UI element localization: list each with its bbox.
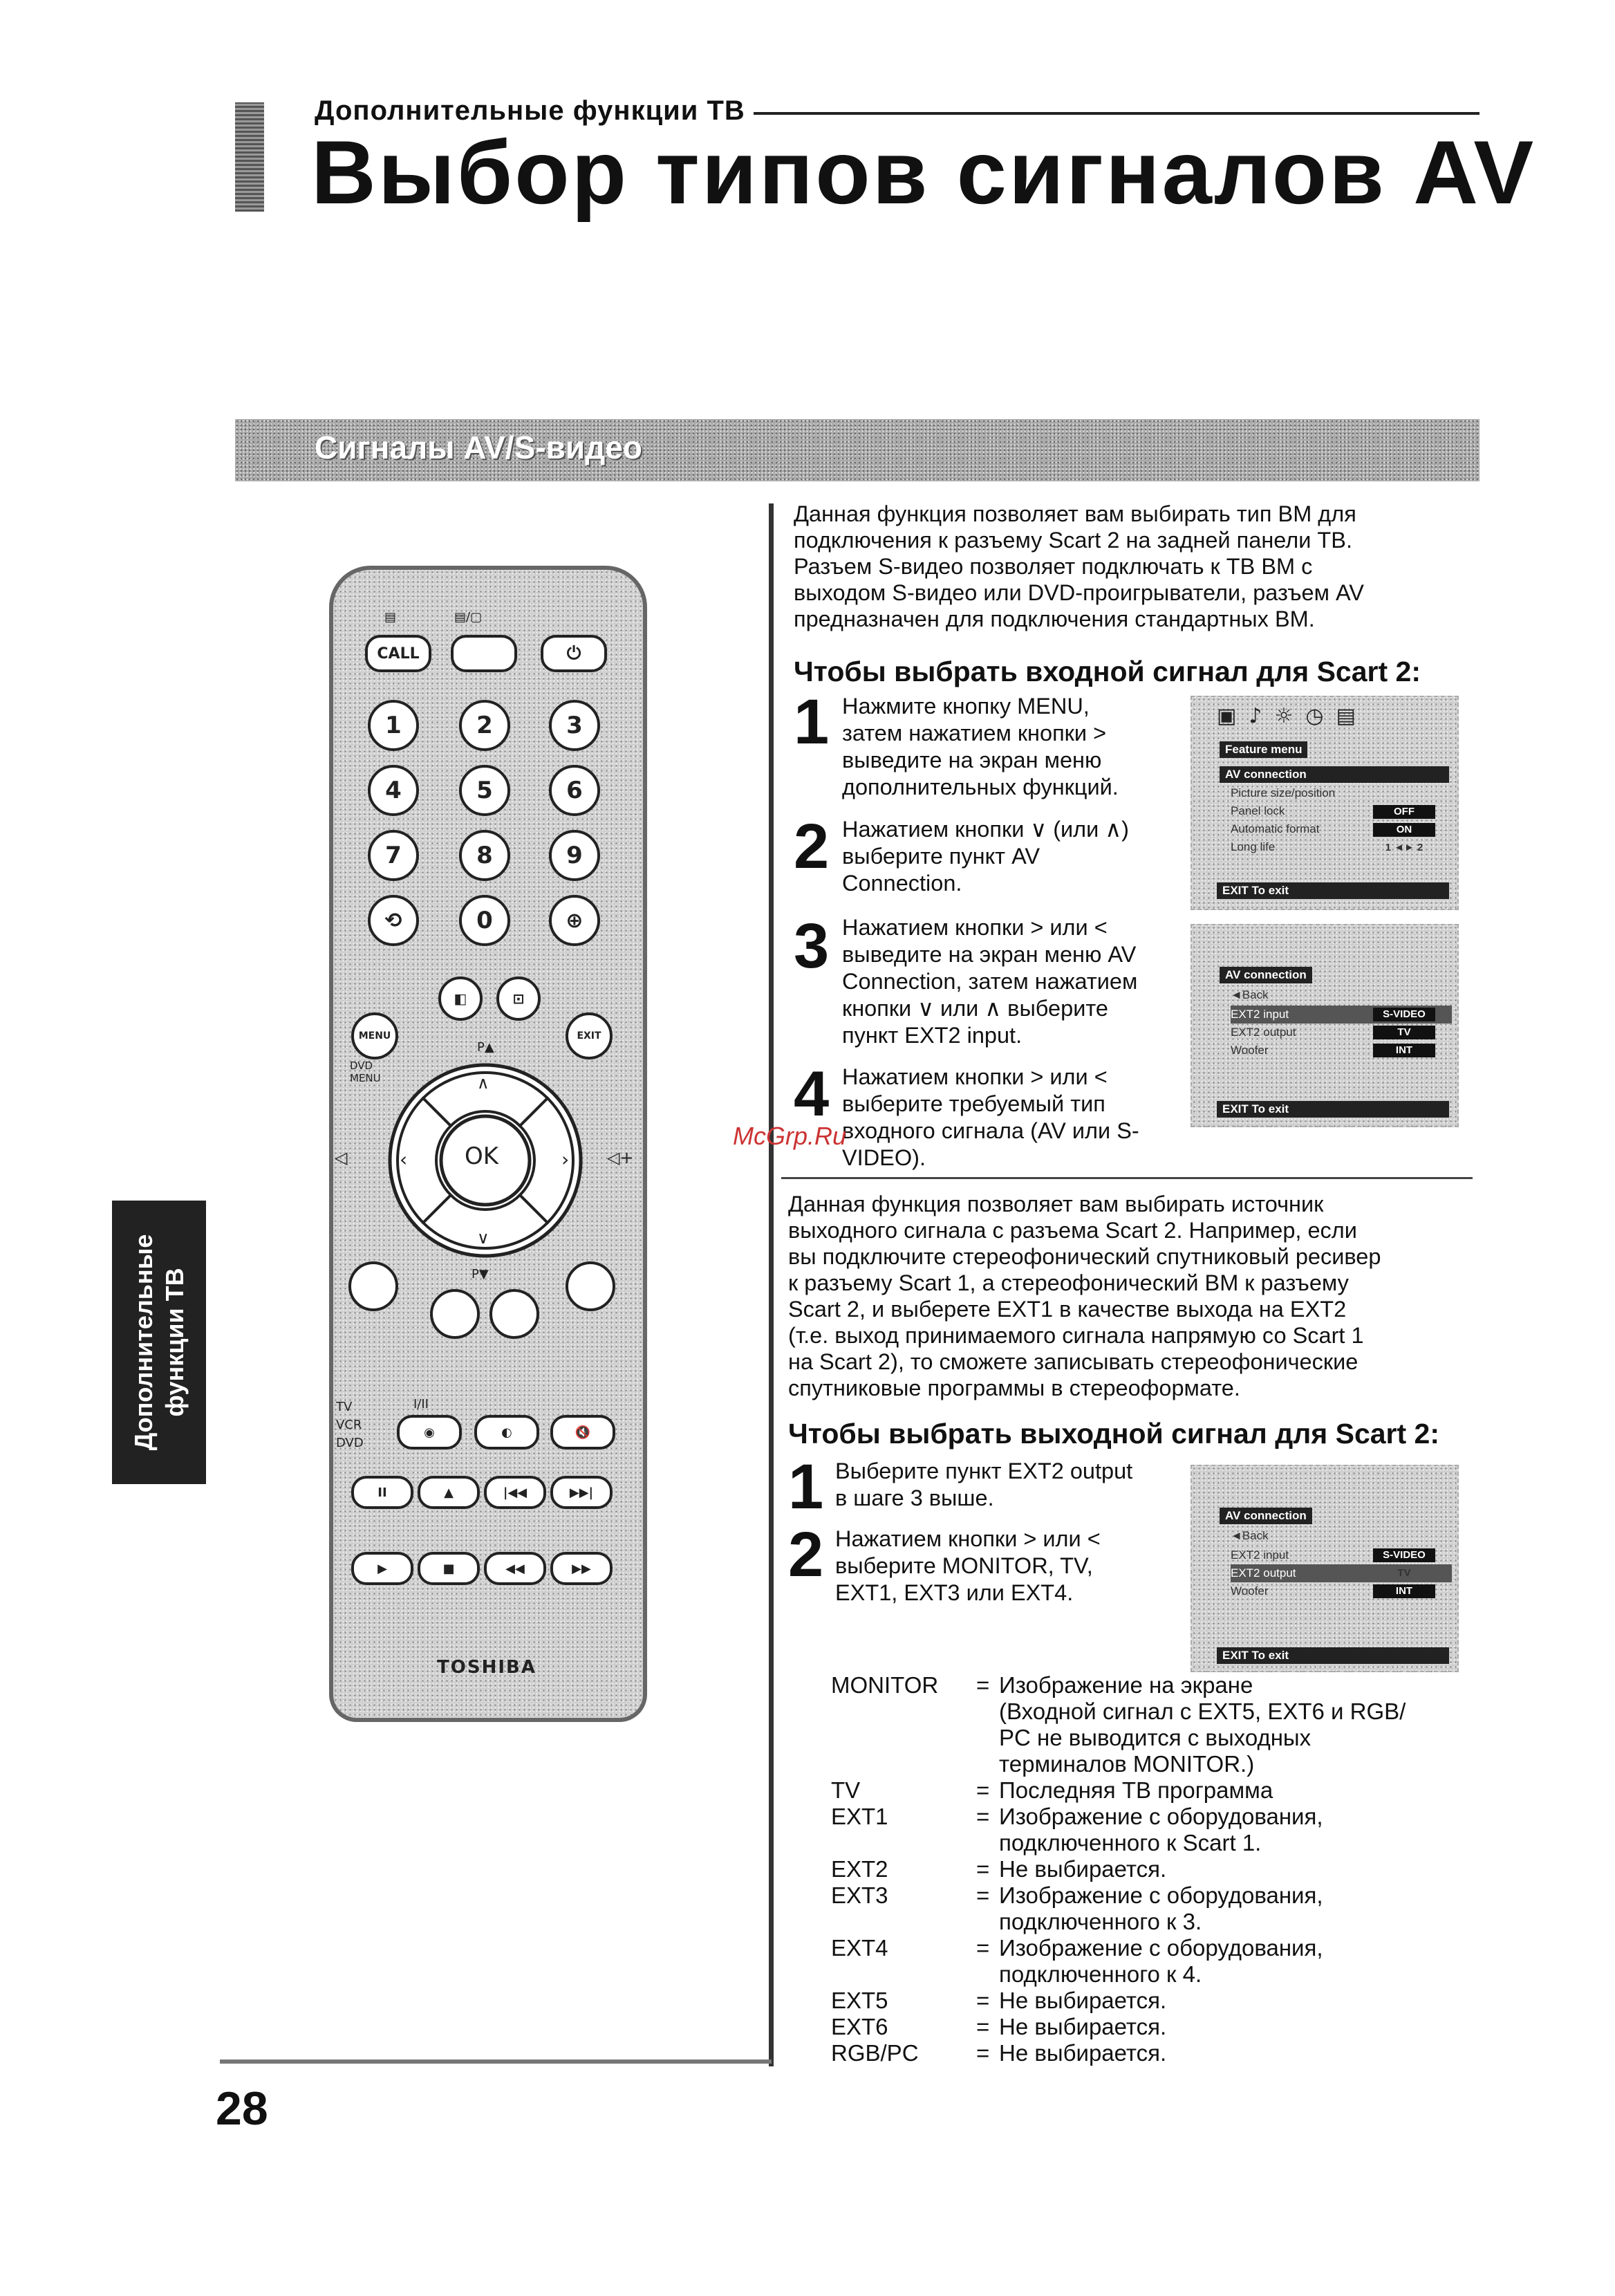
intro-paragraph: Данная функция позволяет вам выбирать тип ВМ для подключения к разъему Scart 2 на задней панели ТВ. Разъем S-видео позволяет подключать к ТВ ВМ с выходом S-видео или DVD-проигрыватели, разъем AV предназначен для подключения стандартных ВМ. bbox=[794, 501, 1364, 631]
osd-back: ◄Back bbox=[1231, 1529, 1269, 1542]
teletext-button bbox=[451, 635, 517, 672]
teletext-mix-icon: ▤/▢ bbox=[454, 610, 483, 624]
osd-feature-menu bbox=[1191, 696, 1459, 910]
step-text: Нажмите кнопку MENU, затем нажатием кнопки > выведите на экран меню дополнительных функций. bbox=[842, 694, 1119, 799]
definition-text: Изображение с оборудования, подключенного к 4. bbox=[999, 1935, 1323, 1987]
digit-2-button: 2 bbox=[459, 700, 510, 751]
exit-button: EXIT bbox=[566, 1012, 613, 1059]
menu-button: MENU bbox=[351, 1012, 398, 1059]
dvd-menu-label: DVD MENU bbox=[350, 1059, 381, 1084]
digit-9-button: 9 bbox=[549, 830, 600, 881]
chapter-label: Дополнительные функции ТВ bbox=[315, 95, 745, 126]
play-icon: ▶ bbox=[351, 1552, 413, 1585]
sound-mode-button: ◉ bbox=[397, 1415, 462, 1450]
pause-icon: II bbox=[351, 1476, 413, 1509]
definition-text: Не выбирается. bbox=[999, 1988, 1167, 2013]
ok-button: OK bbox=[465, 1142, 499, 1170]
column-divider bbox=[769, 503, 774, 2066]
left-arrow-icon: ‹ bbox=[400, 1148, 408, 1171]
digit-1-button: 1 bbox=[368, 700, 419, 751]
osd-value: ON bbox=[1373, 823, 1435, 837]
side-tab-label: Дополнительные функции ТВ bbox=[129, 1234, 189, 1451]
definition-eq: = bbox=[976, 1856, 990, 1882]
definition-term: EXT4 bbox=[831, 1935, 888, 1961]
picture-size-icon: ◧ bbox=[438, 976, 483, 1021]
osd-value: OFF bbox=[1373, 805, 1435, 819]
digit-0-button: 0 bbox=[459, 895, 510, 946]
digit-4-button: 4 bbox=[368, 765, 419, 816]
teletext-icon: ▤ bbox=[384, 610, 397, 624]
skip-forward-icon: ▶▶| bbox=[550, 1476, 613, 1509]
mode-tv-label: TV bbox=[336, 1400, 353, 1414]
step-text: Нажатием кнопки > или < выберите MONITOR, TV, EXT1, EXT3 или EXT4. bbox=[835, 1526, 1101, 1605]
digit-3-button: 3 bbox=[549, 700, 600, 751]
output-paragraph: Данная функция позволяет вам выбирать источник выходного сигнала с разъема Scart 2. Например, если вы подключите стереофонический спутниковый ресивер к разъему Scart 1, а стереофонический ВМ к разъему Scart 2, и выберете EXT1 в качестве выхода на EXT2 (т.е. выход принимаемого сигнала напрямую со Scart 1 на Scart 2), то сможете записывать стереофонические спутниковые программы в стереоформате. bbox=[788, 1192, 1381, 1400]
definition-text: Изображение с оборудования, подключенного к 3. bbox=[999, 1882, 1323, 1934]
digit-8-button: 8 bbox=[459, 830, 510, 881]
osd-value: TV bbox=[1373, 1026, 1435, 1039]
step-number: 2 bbox=[788, 1519, 824, 1590]
input-select-icon: ⊕ bbox=[549, 895, 600, 946]
osd-av-connection bbox=[1191, 924, 1459, 1127]
osd-footer: EXIT To exit bbox=[1217, 1647, 1449, 1664]
osd-rows: EXT2 input EXT2 output Woofer bbox=[1231, 1006, 1452, 1059]
definition-eq: = bbox=[976, 1777, 990, 1803]
definition-text: Не выбирается. bbox=[999, 2014, 1167, 2039]
mode-dvd-label: DVD bbox=[336, 1436, 364, 1450]
eject-icon: ▲ bbox=[418, 1476, 480, 1509]
watermark: McGrp.Ru bbox=[733, 1122, 847, 1150]
step-text: Нажатием кнопки > или < выберите требуемый тип входного сигнала (AV или S- VIDEO). bbox=[842, 1064, 1139, 1170]
header-side-mark bbox=[235, 102, 264, 212]
power-button: ⏻ bbox=[541, 635, 607, 672]
step-number: 1 bbox=[794, 687, 830, 757]
definition-text: Изображение на экране (Входной сигнал с EXT5, EXT6 и RGB/ PC не выводится с выходных терминалов MONITOR.) bbox=[999, 1672, 1406, 1777]
digit-6-button: 6 bbox=[549, 765, 600, 816]
osd-menu-icons: ▣♪☼◷▤ bbox=[1217, 704, 1368, 728]
step-text: Выберите пункт EXT2 output в шаге 3 выше. bbox=[835, 1459, 1133, 1510]
osd-rows: EXT2 input EXT2 output Woofer bbox=[1231, 1546, 1452, 1600]
definition-eq: = bbox=[976, 2040, 990, 2066]
fast-forward-icon: ▶▶ bbox=[550, 1552, 613, 1585]
red-button bbox=[348, 1261, 398, 1311]
call-button: CALL bbox=[365, 635, 431, 672]
picture-freeze-icon: ⊡ bbox=[496, 976, 541, 1021]
osd-footer: EXIT To exit bbox=[1217, 882, 1449, 899]
p-up-label: P▲ bbox=[477, 1040, 494, 1055]
right-arrow-icon: › bbox=[561, 1148, 570, 1171]
definition-term: EXT2 bbox=[831, 1856, 888, 1882]
osd-value: S-VIDEO bbox=[1373, 1008, 1435, 1021]
rewind-icon: ◀◀ bbox=[484, 1552, 546, 1585]
osd-value: TV bbox=[1397, 1567, 1411, 1579]
digit-5-button: 5 bbox=[459, 765, 510, 816]
osd-value: S-VIDEO bbox=[1373, 1548, 1435, 1562]
definition-term: MONITOR bbox=[831, 1672, 939, 1698]
definition-term: EXT3 bbox=[831, 1882, 888, 1908]
definition-text: Не выбирается. bbox=[999, 2040, 1167, 2066]
i-ii-label: I/II bbox=[413, 1397, 429, 1411]
definition-eq: = bbox=[976, 1804, 990, 1829]
definition-term: EXT1 bbox=[831, 1804, 888, 1829]
page-number: 28 bbox=[216, 2082, 268, 2135]
blue-button bbox=[566, 1261, 615, 1311]
step-number: 4 bbox=[794, 1059, 830, 1129]
definition-eq: = bbox=[976, 1882, 990, 1908]
definition-text: Последняя ТВ программа bbox=[999, 1777, 1273, 1803]
section-title: Сигналы AV/S-видео bbox=[315, 429, 643, 465]
input-heading: Чтобы выбрать входной сигнал для Scart 2: bbox=[794, 656, 1421, 687]
osd-value: 1 ◄► 2 bbox=[1385, 842, 1423, 853]
definition-text: Изображение с оборудования, подключенного к Scart 1. bbox=[999, 1804, 1323, 1855]
down-arrow-icon: ∨ bbox=[477, 1228, 489, 1248]
volume-up-icon: ◁+ bbox=[607, 1148, 634, 1167]
osd-av-connection-output bbox=[1191, 1465, 1459, 1672]
osd-title: Feature menu bbox=[1220, 741, 1307, 758]
up-arrow-icon: ∧ bbox=[477, 1073, 489, 1093]
definition-term: EXT5 bbox=[831, 1988, 888, 2013]
section-rule bbox=[781, 1177, 1473, 1179]
osd-footer: EXIT To exit bbox=[1217, 1101, 1449, 1118]
osd-title: AV connection bbox=[1220, 967, 1312, 983]
brand-logo: TOSHIBA bbox=[437, 1657, 536, 1678]
step-number: 3 bbox=[794, 911, 830, 981]
step-text: Нажатием кнопки > или < выведите на экран меню AV Connection, затем нажатием кнопки ∨ или ∧ выберите пункт EXT2 input. bbox=[842, 915, 1138, 1048]
step-number: 2 bbox=[794, 811, 830, 882]
volume-down-icon: ◁ bbox=[335, 1148, 348, 1167]
definition-term: TV bbox=[831, 1777, 861, 1803]
dual-sound-button: ◐ bbox=[474, 1415, 539, 1450]
output-heading: Чтобы выбрать выходной сигнал для Scart 2: bbox=[788, 1418, 1439, 1450]
yellow-button bbox=[489, 1289, 539, 1339]
definition-eq: = bbox=[976, 1935, 990, 1961]
mode-vcr-label: VCR bbox=[336, 1418, 362, 1432]
digit-7-button: 7 bbox=[368, 830, 419, 881]
osd-highlight-row: AV connection bbox=[1220, 766, 1449, 783]
osd-title: AV connection bbox=[1220, 1508, 1312, 1524]
osd-value: INT bbox=[1373, 1584, 1435, 1598]
green-button bbox=[430, 1289, 480, 1339]
osd-value: INT bbox=[1373, 1044, 1435, 1057]
page-title: Выбор типов сигналов AV bbox=[311, 122, 1536, 223]
mute-button: 🔇 bbox=[550, 1415, 615, 1450]
skip-back-icon: |◀◀ bbox=[484, 1476, 546, 1509]
remote-control-illustration bbox=[329, 566, 647, 1722]
step-number: 1 bbox=[788, 1452, 824, 1522]
definition-eq: = bbox=[976, 1672, 990, 1698]
osd-back: ◄Back bbox=[1231, 988, 1269, 1001]
return-icon: ⟲ bbox=[368, 895, 419, 946]
stop-icon: ■ bbox=[418, 1552, 480, 1585]
chapter-rule bbox=[754, 112, 1479, 115]
p-down-label: P▼ bbox=[472, 1267, 489, 1281]
definition-eq: = bbox=[976, 1988, 990, 2013]
step-text: Нажатием кнопки ∨ (или ∧) выберите пункт AV Connection. bbox=[842, 817, 1129, 896]
definition-text: Не выбирается. bbox=[999, 1856, 1167, 1882]
definition-term: EXT6 bbox=[831, 2014, 888, 2039]
bottom-rule bbox=[220, 2059, 772, 2064]
definition-term: RGB/PC bbox=[831, 2040, 919, 2066]
definition-eq: = bbox=[976, 2014, 990, 2039]
osd-rows: Picture size/position Panel lock Automatic format Long life bbox=[1231, 786, 1336, 853]
